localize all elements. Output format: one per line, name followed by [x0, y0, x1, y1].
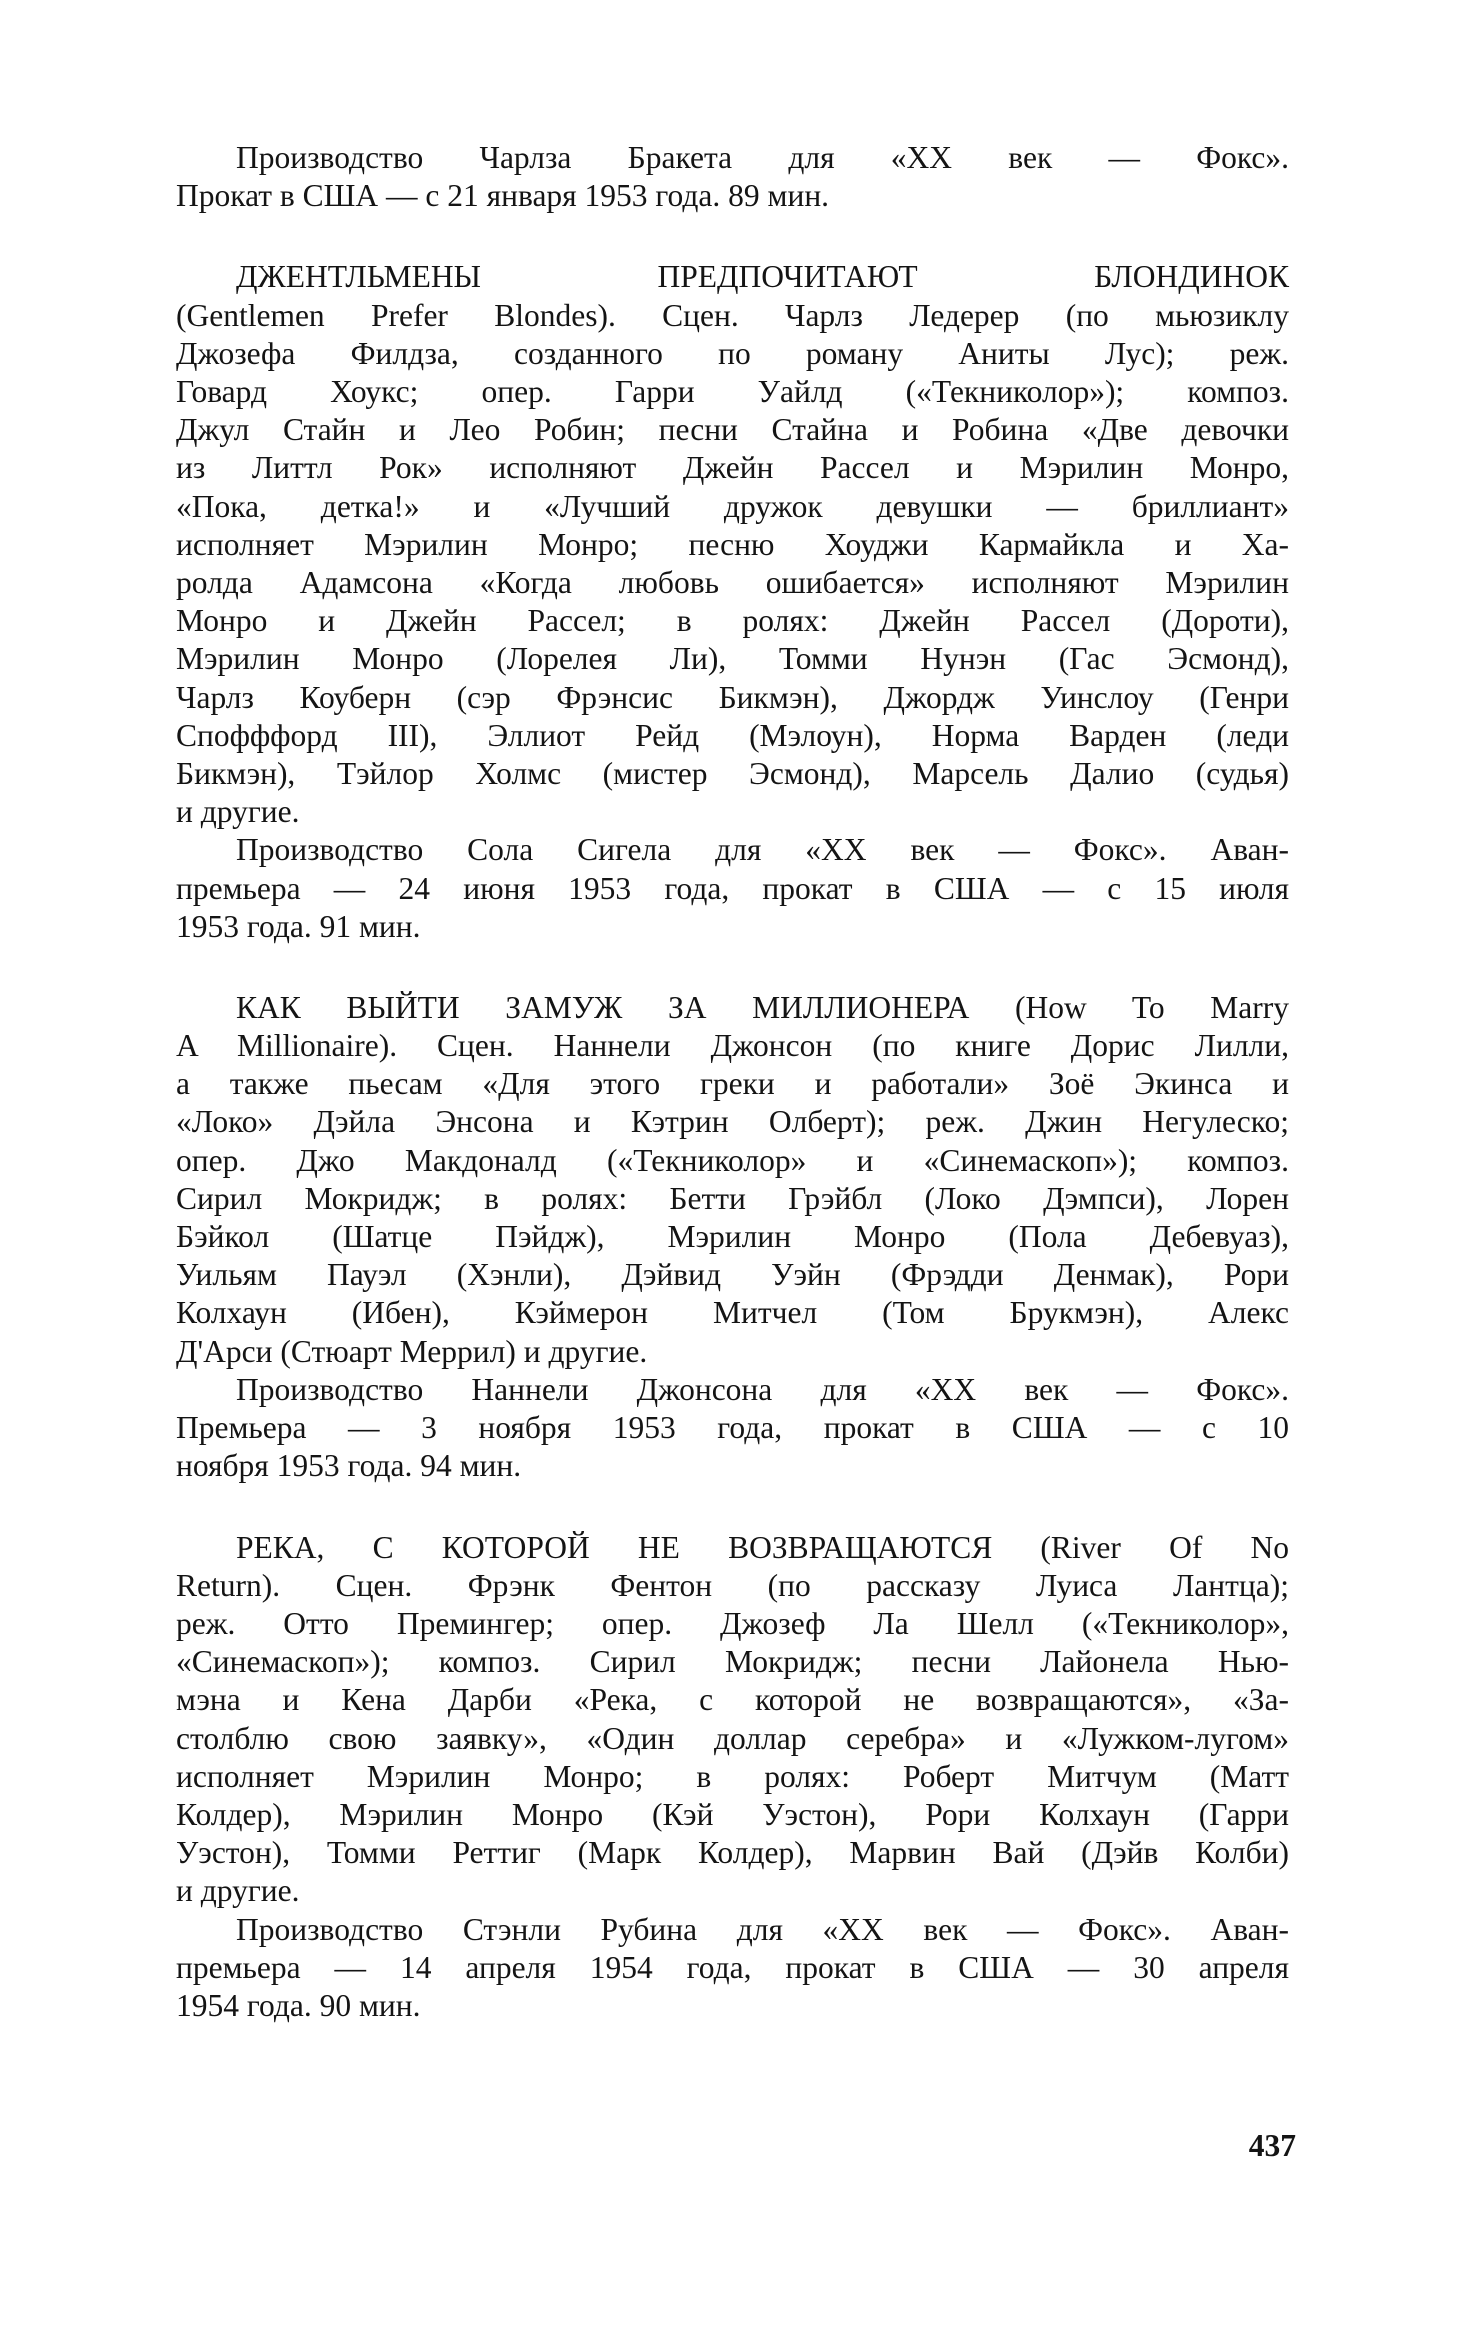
text-line: «Локо» Дэйла Энсона и Кэтрин Олберт); реж. Джин Негулеско; — [176, 1104, 1289, 1139]
text-line: Джозефа Филдза, созданного по роману Аниты Лус); реж. — [176, 336, 1289, 371]
text-line: Монро и Джейн Рассел; в ролях: Джейн Рассел (Дороти), — [176, 603, 1289, 638]
text-line: Бикмэн), Тэйлор Холмс (мистер Эсмонд), Марсель Далио (судья) — [176, 756, 1289, 791]
text-line: столблю свою заявку», «Один доллар серебра» и «Лужком-лугом» — [176, 1721, 1289, 1756]
text-line: Производство Сола Сигела для «XX век — Фокс». Аван- — [236, 832, 1289, 867]
text-line: Джул Стайн и Лео Робин; песни Стайна и Робина «Две девочки — [176, 412, 1289, 447]
text-line: Сирил Мокридж; в ролях: Бетти Грэйбл (Локо Дэмпси), Лорен — [176, 1181, 1289, 1216]
page-number: 437 — [1248, 2128, 1296, 2163]
text-line: A Millionaire). Сцен. Наннели Джонсон (по книге Дорис Лилли, — [176, 1028, 1289, 1063]
text-line: Спофффорд III), Эллиот Рейд (Мэлоун), Норма Варден (леди — [176, 718, 1289, 753]
entry-heading-line: ДЖЕНТЛЬМЕНЫ ПРЕДПОЧИТАЮТ БЛОНДИНОК — [236, 259, 1289, 294]
text-line: из Литтл Рок» исполняют Джейн Рассел и Мэрилин Монро, — [176, 450, 1289, 485]
text-line: Премьера — 3 ноября 1953 года, прокат в США — с 10 — [176, 1410, 1289, 1445]
text-line: Return). Сцен. Фрэнк Фентон (по рассказу Луиса Лантца); — [176, 1568, 1289, 1603]
text-line: ноября 1953 года. 94 мин. — [176, 1448, 522, 1483]
text-line: «Пока, детка!» и «Лучший дружок девушки — бриллиант» — [176, 489, 1289, 524]
text-line: Чарлз Коуберн (сэр Фрэнсис Бикмэн), Джордж Уинслоу (Генри — [176, 680, 1289, 715]
text-line: 1954 года. 90 мин. — [176, 1988, 421, 2023]
text-line: исполняет Мэрилин Монро; в ролях: Роберт Митчум (Матт — [176, 1759, 1289, 1794]
text-line: Колдер), Мэрилин Монро (Кэй Уэстон), Рори Колхаун (Гарри — [176, 1797, 1289, 1832]
text-line: Мэрилин Монро (Лорелея Ли), Томми Нунэн (Гас Эсмонд), — [176, 641, 1289, 676]
text-line: исполняет Мэрилин Монро; песню Хоуджи Кармайкла и Ха- — [176, 527, 1289, 562]
text-line: (Gentlemen Prefer Blondes). Сцен. Чарлз Ледерер (по мьюзиклу — [176, 298, 1289, 333]
text-line: Бэйкол (Шатце Пэйдж), Мэрилин Монро (Пола Дебевуаз), — [176, 1219, 1289, 1254]
text-line: опер. Джо Макдоналд («Текниколор» и «Синемаскоп»); композ. — [176, 1143, 1289, 1178]
text-line: Д'Арси (Стюарт Меррил) и другие. — [176, 1334, 648, 1369]
text-line: и другие. — [176, 794, 300, 829]
text-line: а также пьесам «Для этого греки и работали» Зоё Экинса и — [176, 1066, 1289, 1101]
text-line: Прокат в США — с 21 января 1953 года. 89 мин. — [176, 178, 830, 213]
text-line: «Синемаскоп»); композ. Сирил Мокридж; песни Лайонела Нью- — [176, 1644, 1289, 1679]
text-line: Говард Хоукс; опер. Гарри Уайлд («Текниколор»); композ. — [176, 374, 1289, 409]
text-line: Производство Чарлза Бракета для «XX век — Фокс». — [236, 140, 1289, 175]
entry-heading-line: КАК ВЫЙТИ ЗАМУЖ ЗА МИЛЛИОНЕРА (How To Marry — [236, 990, 1289, 1025]
text-line: Колхаун (Ибен), Кэймерон Митчел (Том Брукмэн), Алекс — [176, 1295, 1289, 1330]
text-line: мэна и Кена Дарби «Река, с которой не возвращаются», «За- — [176, 1682, 1289, 1717]
entry-heading-line: РЕКА, С КОТОРОЙ НЕ ВОЗВРАЩАЮТСЯ (River Of No — [236, 1530, 1289, 1565]
text-line: реж. Отто Премингер; опер. Джозеф Ла Шелл («Текниколор», — [176, 1606, 1289, 1641]
text-line: ролда Адамсона «Когда любовь ошибается» исполняют Мэрилин — [176, 565, 1289, 600]
text-line: премьера — 24 июня 1953 года, прокат в США — с 15 июля — [176, 871, 1289, 906]
text-line: Производство Наннели Джонсона для «XX век — Фокс». — [236, 1372, 1289, 1407]
text-line: и другие. — [176, 1873, 300, 1908]
text-line: премьера — 14 апреля 1954 года, прокат в США — 30 апреля — [176, 1950, 1289, 1985]
text-line: Уильям Пауэл (Хэнли), Дэйвид Уэйн (Фрэдди Денмак), Рори — [176, 1257, 1289, 1292]
text-line: Производство Стэнли Рубина для «XX век — Фокс». Аван- — [236, 1912, 1289, 1947]
text-line: 1953 года. 91 мин. — [176, 909, 421, 944]
text-line: Уэстон), Томми Реттиг (Марк Колдер), Марвин Вай (Дэйв Колби) — [176, 1835, 1289, 1870]
